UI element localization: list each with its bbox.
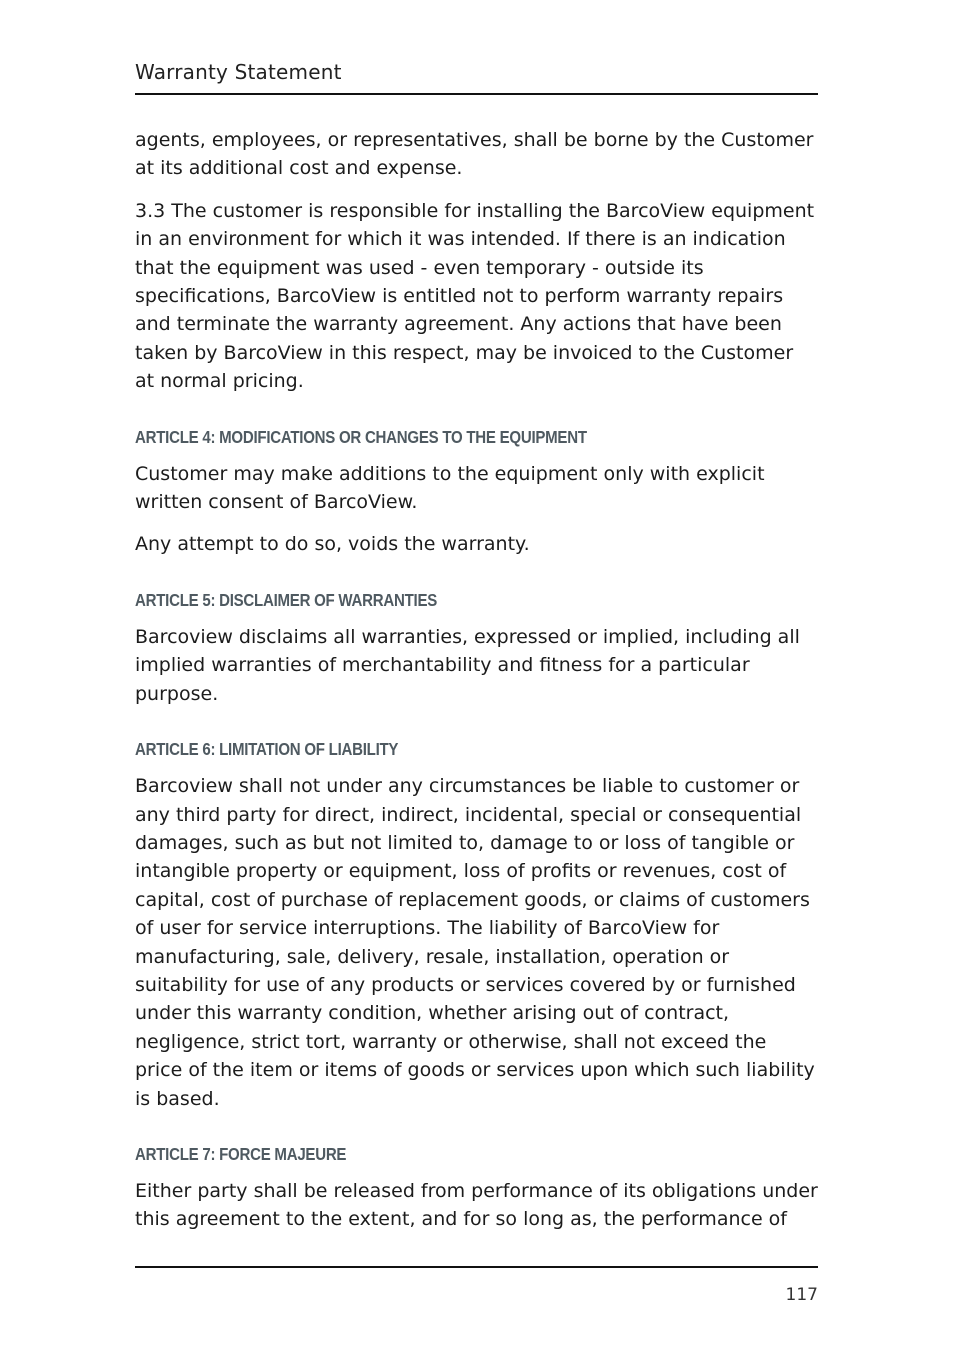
article-5-heading: ARTICLE 5: DISCLAIMER OF WARRANTIES [135, 589, 438, 610]
header-divider [135, 93, 818, 95]
page-content [135, 126, 818, 1248]
page-number: 117 [785, 1285, 818, 1305]
paragraph-continuation: agents, employees, or representatives, shall be borne by the Customer at its additional cost and expense. [135, 129, 814, 180]
article-4-paragraph-2: Any attempt to do so, voids the warranty. [135, 533, 530, 556]
article-6-heading: ARTICLE 6: LIMITATION OF LIABILITY [135, 739, 399, 760]
article-6-paragraph: Barcoview shall not under any circumstances be liable to customer or any third party for direct, indirect, incidental, special or consequential damages, such as but not limited to, damage to or loss of tangible or intangible property or equipment, loss of profits or revenues, cost of capital, cost of purchase of replacement goods, or claims of customers of user for service interruptions. The liability of BarcoView for manufacturing, sale, delivery, resale, installation, operation or suitability for use of any products or services covered by or furnished under this warranty condition, whether arising out of contract, negligence, strict tort, warranty or otherwise, shall not exceed the price of the item or items of goods or services upon which such liability is based. [135, 775, 815, 1110]
article-4-paragraph-1: Customer may make additions to the equipment only with explicit written consent of BarcoView. [135, 462, 765, 514]
paragraph-3-3: 3.3 The customer is responsible for installing the BarcoView equipment in an environment for which it was intended. If there is an indication that the equipment was used - even temporary - outside its specifications, BarcoView is entitled not to perform warranty repairs and terminate the warranty agreement. Any actions that have been taken by BarcoView in this respect, may be invoiced to the Customer at normal pricing. [135, 199, 815, 393]
running-header-title: Warranty Statement [135, 60, 342, 84]
article-7-heading: ARTICLE 7: FORCE MAJEURE [135, 1143, 347, 1164]
article-4-heading: ARTICLE 4: MODIFICATIONS OR CHANGES TO THE EQUIPMENT [135, 426, 587, 447]
article-5-paragraph: Barcoview disclaims all warranties, expressed or implied, including all implied warranties of merchantability and fitness for a particular purpose. [135, 625, 800, 705]
article-7-paragraph: Either party shall be released from performance of its obligations under this agreement to the extent, and for so long as, the performance of [135, 1179, 818, 1231]
footer-divider [135, 1266, 818, 1268]
document-page [135, 0, 818, 1352]
